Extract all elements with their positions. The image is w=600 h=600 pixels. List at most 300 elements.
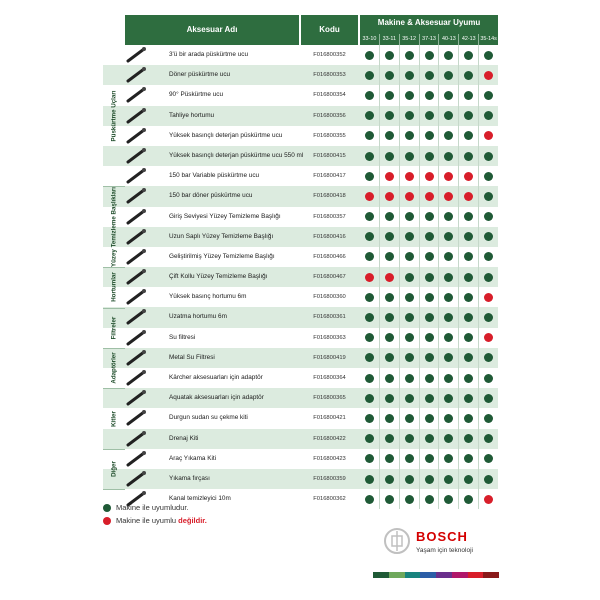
compatibility-cell [458,106,478,126]
compatibility-cell [399,247,419,267]
table-row [103,287,498,307]
compatible-dot-icon [365,252,374,261]
table-row [103,207,498,227]
compatible-dot-icon [365,131,374,140]
accessory-code: F016800422 [313,435,346,442]
table-row [103,126,498,146]
compatibility-cell [360,247,379,267]
compatible-dot-icon [444,252,453,261]
accessory-name: Döner püskürtme ucu [169,71,231,79]
compatibility-cell [360,408,379,428]
compatibility-dots [360,328,498,348]
compatibility-cell [438,166,458,186]
compatibility-cell [458,368,478,388]
compatibility-cell [399,166,419,186]
compatible-dot-icon [464,232,473,241]
compatible-dot-icon [425,111,434,120]
compatible-dot-icon [405,131,414,140]
accessory-name: Durgun sudan su çekme kiti [169,414,248,422]
compatible-dot-icon [444,131,453,140]
compatibility-cell [478,267,498,287]
compatibility-cell [438,126,458,146]
compatible-dot-icon [405,152,414,161]
compatible-dot-icon [385,293,394,302]
legend-incompatible [103,516,207,525]
compatibility-dots [360,307,498,327]
incompatible-dot-icon [405,172,414,181]
compatibility-cell [379,85,399,105]
compatibility-cell [478,489,498,509]
compatibility-cell [438,65,458,85]
incompatible-dot-icon [464,192,473,201]
compatible-dot-icon [385,374,394,383]
compatibility-cell [438,469,458,489]
compatible-dot-icon [484,313,493,322]
compatibility-cell [419,307,439,327]
table-row [103,388,498,408]
model-header: 35-14s [478,34,498,45]
header-code: Kodu [301,15,358,45]
compatibility-cell [399,449,419,469]
compatibility-cell [419,146,439,166]
compatible-dot-icon [405,434,414,443]
compatibility-cell [458,227,478,247]
compatibility-cell [478,247,498,267]
table-row [103,328,498,348]
compatible-dot-icon [444,51,453,60]
compatibility-dots [360,267,498,287]
header-accessory-name: Aksesuar Adı [125,15,299,45]
compatible-dot-icon [444,293,453,302]
compatibility-cell [419,166,439,186]
compatibility-cell [438,287,458,307]
compatibility-cell [419,328,439,348]
compatibility-dots [360,166,498,186]
compatible-dot-icon [464,152,473,161]
compatible-dot-icon [464,333,473,342]
compatible-dot-icon [464,252,473,261]
product-thumbnail-icon [125,389,149,407]
compatibility-dots [360,469,498,489]
compatibility-cell [419,408,439,428]
table-body [103,45,498,509]
product-thumbnail-icon [125,66,149,84]
compatibility-dots [360,85,498,105]
compatible-dot-icon [464,273,473,282]
compatible-dot-icon [385,131,394,140]
compatible-dot-icon [444,374,453,383]
compatibility-cell [478,126,498,146]
incompatible-dot-icon [484,293,493,302]
compatibility-cell [360,85,379,105]
accessory-code: F016800416 [313,233,346,240]
compatibility-cell [360,348,379,368]
compatibility-cell [399,429,419,449]
compatibility-cell [360,166,379,186]
accessory-name: Drenaj Kiti [169,434,199,442]
compatibility-cell [360,307,379,327]
table-row [103,186,498,206]
compatible-dot-icon [464,71,473,80]
compatible-dot-icon [425,252,434,261]
compatibility-cell [419,429,439,449]
accessory-code: F016800417 [313,173,346,180]
compatible-dot-icon [365,333,374,342]
compatibility-cell [419,489,439,509]
bosch-logo [384,525,504,565]
compatibility-cell [478,65,498,85]
table-row [103,227,498,247]
compatible-dot-icon [484,192,493,201]
compatible-dot-icon [444,353,453,362]
compatibility-cell [458,45,478,65]
compatible-dot-icon [484,353,493,362]
compatibility-cell [419,348,439,368]
compatible-dot-icon [385,394,394,403]
product-thumbnail-icon [125,107,149,125]
compatibility-cell [419,368,439,388]
accessory-name: Tahliye hortumu [169,111,215,119]
accessory-name: Giriş Seviyesi Yüzey Temizleme Başlığı [169,212,281,220]
compatibility-cell [478,449,498,469]
compatible-dot-icon [405,313,414,322]
compatible-dot-icon [425,495,434,504]
compatibility-cell [419,388,439,408]
legend-incompatible-prefix: Makine ile uyumlu [116,516,177,525]
compatible-dot-icon [405,374,414,383]
compatibility-dots [360,227,498,247]
compatibility-cell [478,469,498,489]
compatible-dot-icon [464,91,473,100]
compatibility-cell [360,388,379,408]
product-thumbnail-icon [125,329,149,347]
accessory-name: Araç Yıkama Kiti [169,454,217,462]
compatible-dot-icon [484,152,493,161]
compatible-dot-icon [365,313,374,322]
compatible-dot-icon [425,71,434,80]
product-thumbnail-icon [125,46,149,64]
compatibility-cell [458,307,478,327]
compatible-dot-icon [425,313,434,322]
compatible-dot-icon [385,71,394,80]
compatible-dot-icon [405,394,414,403]
compatibility-dots [360,45,498,65]
compatibility-cell [419,227,439,247]
compatibility-cell [458,489,478,509]
compatibility-cell [438,348,458,368]
compatibility-cell [360,227,379,247]
compatible-dot-icon [385,252,394,261]
model-header: 33-10 [362,36,377,42]
compatible-dot-icon [464,414,473,423]
model-header: 42-13 [458,34,478,45]
compatibility-cell [478,408,498,428]
compatible-dot-icon [365,414,374,423]
compatibility-cell [478,106,498,126]
compatible-dot-icon [425,232,434,241]
product-thumbnail-icon [125,430,149,448]
compatible-dot-icon [425,152,434,161]
table-row [103,106,498,126]
compatibility-cell [399,469,419,489]
compatibility-dots [360,106,498,126]
compatibility-cell [478,186,498,206]
compatible-dot-icon [464,212,473,221]
accessory-code: F016800360 [313,294,346,301]
compatible-dot-icon [365,475,374,484]
compatibility-cell [438,247,458,267]
product-thumbnail-icon [125,369,149,387]
compatible-dot-icon [425,273,434,282]
product-thumbnail-icon [125,470,149,488]
category-label: Püskürtme Uçları [103,45,125,187]
accessory-name: Kanal temizleyici 10m [169,495,231,503]
compatible-dot-icon [444,333,453,342]
compatibility-cell [360,106,379,126]
compatibility-cell [379,207,399,227]
compatibility-dots [360,146,498,166]
compatibility-cell [478,328,498,348]
compatibility-cell [438,388,458,408]
compatible-dot-icon [464,495,473,504]
compatibility-dots [360,287,498,307]
compatible-dot-icon [365,495,374,504]
compatibility-cell [458,388,478,408]
incompatible-dot-icon [385,192,394,201]
compatibility-cell [438,408,458,428]
compatibility-cell [379,287,399,307]
compatible-dot-icon [444,91,453,100]
brand-color-stripe [373,572,499,578]
table-row [103,45,498,65]
compatibility-cell [360,449,379,469]
compatible-dot-icon [484,434,493,443]
compatibility-cell [438,328,458,348]
compatibility-cell [458,348,478,368]
category-label: Kitler [103,388,125,450]
compatibility-cell [399,408,419,428]
compatibility-cell [438,85,458,105]
table-row [103,348,498,368]
compatible-dot-icon [444,111,453,120]
compatible-dot-icon [365,51,374,60]
table-header [103,15,498,45]
compatible-dot-icon [405,232,414,241]
compatible-dot-icon [425,293,434,302]
compatible-dot-icon [365,111,374,120]
compatible-dot-icon [484,414,493,423]
accessory-code: F016800355 [313,132,346,139]
accessory-name: 90° Püskürtme ucu [169,91,224,99]
accessory-code: F016800415 [313,152,346,159]
accessory-code: F016800421 [313,415,346,422]
compatibility-cell [360,186,379,206]
compatibility-cell [360,469,379,489]
compatibility-cell [438,489,458,509]
compatible-dot-icon [444,313,453,322]
incompatible-dot-icon [365,192,374,201]
compatibility-dots [360,449,498,469]
product-thumbnail-icon [125,268,149,286]
compatibility-cell [360,126,379,146]
compatible-dot-icon [425,131,434,140]
product-thumbnail-icon [125,228,149,246]
compatible-dot-icon [444,475,453,484]
compatible-dot-icon [365,454,374,463]
incompatible-dot-icon [444,192,453,201]
accessory-code: F016800354 [313,92,346,99]
compatibility-cell [399,489,419,509]
green-dot-icon [103,504,111,512]
compatibility-cell [478,429,498,449]
compatible-dot-icon [365,212,374,221]
compatible-dot-icon [385,212,394,221]
compatible-dot-icon [464,374,473,383]
compatibility-cell [399,388,419,408]
compatibility-cell [478,146,498,166]
compatibility-cell [458,65,478,85]
compatibility-cell [458,429,478,449]
compatible-dot-icon [444,454,453,463]
compatibility-cell [360,65,379,85]
compatibility-cell [360,267,379,287]
accessory-code: F016800423 [313,455,346,462]
compatible-dot-icon [464,475,473,484]
compatibility-cell [399,146,419,166]
compatible-dot-icon [425,91,434,100]
compatible-dot-icon [365,172,374,181]
compatibility-cell [458,146,478,166]
table-row [103,368,498,388]
compatibility-cell [478,348,498,368]
accessory-compatibility-table [103,15,498,509]
compatible-dot-icon [425,212,434,221]
accessory-name: Kärcher aksesuarları için adaptör [169,374,263,381]
compatibility-cell [360,489,379,509]
compatible-dot-icon [365,353,374,362]
compatibility-cell [399,65,419,85]
compatibility-cell [399,85,419,105]
compatibility-cell [379,267,399,287]
compatible-dot-icon [484,172,493,181]
compatible-dot-icon [444,152,453,161]
table-row [103,429,498,449]
compatibility-cell [478,287,498,307]
compatible-dot-icon [405,333,414,342]
compatible-dot-icon [405,273,414,282]
compatibility-dots [360,247,498,267]
accessory-name: Uzun Saplı Yüzey Temizleme Başlığı [169,232,274,240]
accessory-code: F016800353 [313,72,346,79]
compatibility-cell [419,45,439,65]
compatible-dot-icon [444,394,453,403]
compatible-dot-icon [444,434,453,443]
compatible-dot-icon [385,475,394,484]
compatible-dot-icon [365,293,374,302]
accessory-name: Yüksek basınç hortumu 6m [169,293,247,301]
accessory-name: Metal Su Filtresi [169,353,215,361]
accessory-name: Yüksek basınçlı deterjan püskürtme ucu [169,131,283,139]
accessory-code: F016800419 [313,354,346,361]
accessory-name: 3'ü bir arada püskürtme ucu [169,51,249,58]
compatible-dot-icon [484,273,493,282]
compatible-dot-icon [385,51,394,60]
category-label: Filtreler [103,308,125,349]
compatible-dot-icon [405,51,414,60]
compatibility-cell [379,429,399,449]
accessory-code: F016800352 [313,52,346,58]
table-row [103,85,498,105]
product-thumbnail-icon [125,349,149,367]
compatibility-cell [399,126,419,146]
compatible-dot-icon [444,273,453,282]
compatibility-cell [458,408,478,428]
compatibility-cell [379,449,399,469]
accessory-code: F016800365 [313,395,346,402]
compatible-dot-icon [464,293,473,302]
incompatible-dot-icon [385,172,394,181]
compatibility-dots [360,368,498,388]
compatibility-cell [419,65,439,85]
incompatible-dot-icon [425,192,434,201]
compatibility-cell [438,267,458,287]
compatible-dot-icon [405,454,414,463]
product-thumbnail-icon [125,308,149,326]
category-label: Yüzey Temizleme Başlıkları [103,186,125,268]
compatibility-dots [360,126,498,146]
compatibility-cell [438,186,458,206]
compatibility-cell [379,388,399,408]
compatible-dot-icon [464,51,473,60]
compatibility-cell [379,368,399,388]
compatibility-cell [438,429,458,449]
accessory-name: Geliştirilmiş Yüzey Temizleme Başlığı [169,252,275,260]
compatible-dot-icon [425,454,434,463]
compatibility-cell [458,85,478,105]
compatible-dot-icon [385,333,394,342]
header-category-gap [103,15,125,45]
compatibility-cell [379,65,399,85]
incompatible-dot-icon [484,131,493,140]
table-row [103,408,498,428]
compatibility-cell [438,227,458,247]
table-row [103,469,498,489]
compatible-dot-icon [425,353,434,362]
compatibility-cell [379,247,399,267]
product-thumbnail-icon [125,208,149,226]
compatibility-cell [419,126,439,146]
compatibility-cell [419,247,439,267]
model-header: 37-13 [419,34,439,45]
compatibility-cell [399,207,419,227]
compatibility-cell [458,186,478,206]
compatible-dot-icon [385,152,394,161]
product-thumbnail-icon [125,187,149,205]
compatible-dot-icon [405,353,414,362]
compatible-dot-icon [385,414,394,423]
compatibility-cell [360,287,379,307]
incompatible-dot-icon [444,172,453,181]
compatibility-cell [360,207,379,227]
compatible-dot-icon [464,394,473,403]
compatible-dot-icon [405,111,414,120]
table-row [103,449,498,469]
compatibility-title: Makine & Aksesuar Uyumu [377,18,481,27]
compatible-dot-icon [484,232,493,241]
compatible-dot-icon [464,313,473,322]
compatibility-cell [458,207,478,227]
accessory-code: F016800359 [313,475,346,482]
